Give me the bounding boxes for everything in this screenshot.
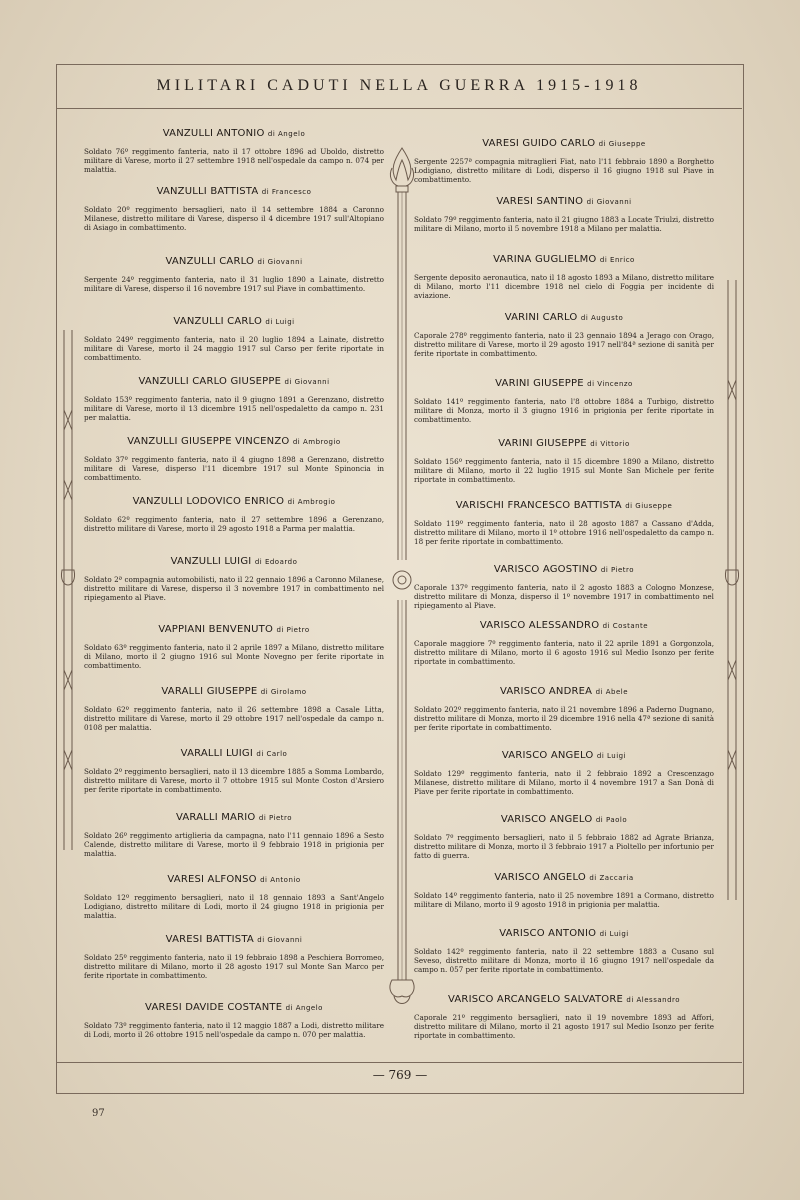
entry-parent: di Ambrogio — [292, 438, 341, 446]
entry-text: Caporale 278º reggimento fanteria, nato il 23 gennaio 1894 a Jerago con Orago, distretto militare di Varese, morto il 29 agosto 1917 nell'84ª sezione di sanità per ferite riportate in combattimento. — [414, 331, 714, 358]
entry-name: VARINA GUGLIELMO — [493, 254, 597, 265]
entry-parent: di Giovanni — [257, 936, 303, 944]
entry-parent: di Angelo — [285, 1004, 323, 1012]
page-header — [56, 64, 742, 109]
entry-name: VAPPIANI BENVENUTO — [158, 624, 274, 635]
entry-text: Soldato 156º reggimento fanteria, nato il 15 dicembre 1890 a Milano, distretto militare di Milano, morto il 22 luglio 1915 sul Monte San Michele per ferite riportate in combattimento. — [414, 457, 714, 484]
entry-name: VARESI DAVIDE COSTANTE — [145, 1002, 283, 1013]
entry-parent: di Luigi — [596, 752, 627, 760]
entry-text: Soldato 142º reggimento fanteria, nato il 22 settembre 1883 a Cusano sul Seveso, distretto militare di Monza, morto il 16 giugno 1917 nell'ospedale da campo n. 057 per ferite riportate in combattimento. — [414, 947, 714, 974]
entry-parent: di Francesco — [261, 188, 312, 196]
entry-name: VARISCO AGOSTINO — [493, 564, 598, 575]
entry — [84, 496, 384, 533]
entry — [414, 814, 714, 860]
entry-name: VANZULLI LUIGI — [170, 556, 252, 567]
entry-name: VANZULLI BATTISTA — [156, 186, 259, 197]
entry-parent: di Luigi — [265, 318, 295, 326]
entry — [84, 436, 384, 482]
entry-parent: di Giuseppe — [625, 502, 673, 510]
entry — [414, 438, 714, 484]
sheet-number: 97 — [92, 1108, 105, 1119]
entry-parent: di Vittorio — [590, 440, 630, 448]
entry-name: VARESI SANTINO — [496, 196, 584, 207]
entry — [84, 812, 384, 858]
entry — [84, 128, 384, 174]
entry-text: Soldato 141º reggimento fanteria, nato l'8 ottobre 1884 a Turbigo, distretto militare di Monza, morto il 3 giugno 1916 in prigionia per ferite riportate in combattimento. — [414, 397, 714, 424]
entry — [414, 620, 714, 666]
entry-parent: di Girolamo — [260, 688, 307, 696]
entry — [84, 186, 384, 232]
entry — [414, 312, 714, 358]
entry-parent: di Pietro — [276, 626, 310, 634]
entry-parent: di Paolo — [595, 816, 628, 824]
entry-parent: di Zaccaria — [589, 874, 634, 882]
entry-text: Soldato 153º reggimento fanteria, nato il 9 giugno 1891 a Gerenzano, distretto militare di Varese, morto il 13 dicembre 1915 nell'ospedaletto da campo n. 231 per malattia. — [84, 395, 384, 422]
entry — [414, 254, 714, 300]
entry-text: Soldato 20º reggimento bersaglieri, nato il 14 settembre 1884 a Caronno Milanese, distretto militare di Varese, disperso il 4 dicembre 1917 sull'Altopiano di Asiago in combattimento. — [84, 205, 384, 232]
entry-name: VARISCO ANDREA — [499, 686, 593, 697]
entry-name: VARISCO ARCANGELO SALVATORE — [447, 994, 623, 1005]
entry — [414, 138, 714, 184]
entry — [414, 994, 714, 1040]
entry-parent: di Edoardo — [254, 558, 298, 566]
entry-name: VARISCO ANGELO — [501, 750, 594, 761]
entry — [84, 748, 384, 794]
entry-parent: di Pietro — [258, 814, 293, 822]
entry-name: VARISCO ANGELO — [494, 872, 586, 883]
entry-text: Soldato 25º reggimento fanteria, nato il 19 febbraio 1898 a Peschiera Borromeo, distretto militare di Milano, morto il 28 agosto 1917 sul Monte San Marco per ferite riportate in combattimento. — [84, 953, 384, 980]
entry — [414, 500, 714, 546]
entry-text: Soldato 2ª compagnia automobilisti, nato il 22 gennaio 1896 a Caronno Milanese, distretto militare di Varese, disperso il 3 novembre 1917 in combattimento nel ripiegamento al Piave. — [84, 575, 384, 602]
entry-text: Caporale 137º reggimento fanteria, nato il 2 agosto 1883 a Cologno Monzese, distretto militare di Monza, disperso il 1º novembre 1917 in combattimento nel ripiegamento al Piave. — [414, 583, 714, 610]
entry-name: VANZULLI CARLO GIUSEPPE — [138, 376, 282, 387]
entry-name: VARINI CARLO — [504, 312, 578, 323]
entry-text: Soldato 249º reggimento fanteria, nato il 20 luglio 1894 a Lainate, distretto militare di Varese, morto il 24 maggio 1917 sul Carso per ferite riportate in combattimento. — [84, 335, 384, 362]
entry-text: Sergente deposito aeronautica, nato il 18 agosto 1893 a Milano, distretto militare di Milano, morto l'11 dicembre 1918 nel cielo di Foggia per incidente di aviazione. — [414, 273, 714, 300]
entry-parent: di Giovanni — [586, 198, 632, 206]
entry-text: Soldato 63º reggimento fanteria, nato il 2 aprile 1897 a Milano, distretto militare di Milano, morto il 2 giugno 1916 sul Monte Novegno per ferite riportate in combattimento. — [84, 643, 384, 670]
entry-text: Soldato 73º reggimento fanteria, nato il 12 maggio 1887 a Lodi, distretto militare di Lodi, morto il 26 ottobre 1915 nell'ospedale da campo n. 070 per malattia. — [84, 1021, 384, 1039]
entry-parent: di Antonio — [260, 876, 301, 884]
entry-text: Soldato 26º reggimento artiglieria da campagna, nato l'11 gennaio 1896 a Sesto Calende, distretto militare di Varese, morto il 9 febbraio 1918 in prigionia per malattia. — [84, 831, 384, 858]
entry-text: Soldato 62º reggimento fanteria, nato il 27 settembre 1896 a Gerenzano, distretto militare di Varese, morto il 29 agosto 1918 a Parma per malattia. — [84, 515, 384, 533]
entry-name: VARESI GUIDO CARLO — [482, 138, 596, 149]
entry-name: VARINI GIUSEPPE — [495, 378, 584, 389]
entry — [414, 750, 714, 796]
entry — [84, 556, 384, 602]
entry-text: Soldato 62º reggimento fanteria, nato il 26 settembre 1898 a Casale Litta, distretto militare di Varese, morto il 29 ottobre 1917 nell'ospedale da campo n. 0108 per malattia. — [84, 705, 384, 732]
entry-parent: di Vincenzo — [587, 380, 633, 388]
entry — [84, 376, 384, 422]
entry-text: Soldato 12º reggimento bersaglieri, nato il 18 gennaio 1893 a Sant'Angelo Lodigiano, distretto militare di Lodi, morto il 24 giugno 1918 in prigionia per malattia. — [84, 893, 384, 920]
entry — [84, 256, 384, 293]
entry-name: VANZULLI GIUSEPPE VINCENZO — [127, 436, 290, 447]
entry-text: Soldato 14º reggimento fanteria, nato il 25 novembre 1891 a Cormano, distretto militare di Milano, morto il 9 agosto 1918 in prigionia per malattia. — [414, 891, 714, 909]
page-number: — 769 — — [372, 1068, 428, 1082]
entry — [84, 686, 384, 732]
entry-name: VARISCO ANTONIO — [499, 928, 597, 939]
entry — [414, 686, 714, 732]
entry-name: VANZULLI LODOVICO ENRICO — [132, 496, 285, 507]
entry-parent: di Abele — [595, 688, 629, 696]
entry-parent: di Giovanni — [284, 378, 330, 386]
entry — [84, 1002, 384, 1039]
entry-parent: di Giovanni — [257, 258, 303, 266]
entry-name: VARINI GIUSEPPE — [498, 438, 587, 449]
entry-parent: di Enrico — [599, 256, 635, 264]
entry-name: VANZULLI CARLO — [165, 256, 255, 267]
entry-parent: di Ambrogio — [287, 498, 336, 506]
entry — [414, 928, 714, 974]
entry-text: Sergente 24º reggimento fanteria, nato il 31 luglio 1890 a Lainate, distretto militare di Varese, disperso il 16 novembre 1917 sul Piave in combattimento. — [84, 275, 384, 293]
entry-name: VARISCO ANGELO — [500, 814, 593, 825]
entry-text: Soldato 37º reggimento fanteria, nato il 4 giugno 1898 a Gerenzano, distretto militare di Varese, disperso l'11 dicembre 1917 sul Monte Spinoncia in combattimento. — [84, 455, 384, 482]
entry — [84, 316, 384, 362]
entry-parent: di Alessandro — [626, 996, 681, 1004]
entry-parent: di Costante — [602, 622, 649, 630]
entry-text: Caporale 21º reggimento bersaglieri, nato il 19 novembre 1893 ad Affori, distretto militare di Milano, morto il 21 agosto 1917 sul Medio Isonzo per ferite riportate in combattimento. — [414, 1013, 714, 1040]
entry-parent: di Pietro — [600, 566, 635, 574]
entry-name: VARISCHI FRANCESCO BATTISTA — [455, 500, 622, 511]
entry-text: Caporale maggiore 7º reggimento fanteria, nato il 22 aprile 1891 a Gorgonzola, distretto militare di Milano, morto il 6 agosto 1916 sul Medio Isonzo per ferite riportate in combattimento. — [414, 639, 714, 666]
entry-parent: di Angelo — [267, 130, 306, 138]
entry — [84, 624, 384, 670]
entry-name: VARESI ALFONSO — [167, 874, 257, 885]
entry-text: Soldato 129º reggimento fanteria, nato il 2 febbraio 1892 a Crescenzago Milanese, distretto militare di Milano, morto il 4 novembre 1917 a San Donà di Piave per ferite riportate in combattimento. — [414, 769, 714, 796]
entry-parent: di Giuseppe — [598, 140, 646, 148]
entry — [414, 378, 714, 424]
right-border-ornament — [722, 280, 742, 900]
entry-text: Sergente 2257ª compagnia mitraglieri Fiat, nato l'11 febbraio 1890 a Borghetto Lodigiano, distretto militare di Lodi, disperso il 16 giugno 1918 sul Piave in combattimento. — [414, 157, 714, 184]
entry — [414, 564, 714, 610]
entry-name: VARALLI MARIO — [175, 812, 256, 823]
entry-text: Soldato 119º reggimento fanteria, nato il 28 agosto 1887 a Cassano d'Adda, distretto militare di Milano, morto il 1º ottobre 1916 nell'ospedaletto da campo n. 18 per ferite riportate in combattimento. — [414, 519, 714, 546]
entry-text: Soldato 7º reggimento bersaglieri, nato il 5 febbraio 1882 ad Agrate Brianza, distretto militare di Monza, morto il 3 febbraio 1917 a Pioltello per infortunio per fatto di guerra. — [414, 833, 714, 860]
entry-parent: di Carlo — [256, 750, 288, 758]
entry — [414, 196, 714, 233]
page-title: MILITARI CADUTI NELLA GUERRA 1915-1918 — [156, 77, 642, 94]
footer-rule — [56, 1062, 742, 1063]
entry-name: VANZULLI CARLO — [173, 316, 263, 327]
entry-text: Soldato 2º reggimento bersaglieri, nato il 13 dicembre 1885 a Somma Lombardo, distretto militare di Varese, morto il 7 ottobre 1915 sul Monte Coston d'Arsiero per ferite riportate in combattimento. — [84, 767, 384, 794]
entry — [84, 874, 384, 920]
entry-text: Soldato 79º reggimento fanteria, nato il 21 giugno 1883 a Locate Triulzi, distretto militare di Milano, morto il 5 novembre 1918 a Milano per malattia. — [414, 215, 714, 233]
entry-parent: di Augusto — [580, 314, 624, 322]
left-border-ornament — [58, 330, 78, 850]
entry — [414, 872, 714, 909]
entry-name: VARESI BATTISTA — [165, 934, 254, 945]
entry-text: Soldato 76º reggimento fanteria, nato il 17 ottobre 1896 ad Uboldo, distretto militare di Varese, morto il 27 settembre 1918 nell'ospedale da campo n. 074 per malattia. — [84, 147, 384, 174]
entry-name: VARALLI LUIGI — [180, 748, 254, 759]
entry-name: VANZULLI ANTONIO — [162, 128, 265, 139]
entry-name: VARALLI GIUSEPPE — [161, 686, 258, 697]
entry-parent: di Luigi — [599, 930, 629, 938]
entry — [84, 934, 384, 980]
entry-name: VARISCO ALESSANDRO — [479, 620, 600, 631]
entry-text: Soldato 202º reggimento fanteria, nato il 21 novembre 1896 a Paderno Dugnano, distretto militare di Monza, morto il 29 dicembre 1916 nella 47ª sezione di sanità per ferite riportate in combattimento. — [414, 705, 714, 732]
